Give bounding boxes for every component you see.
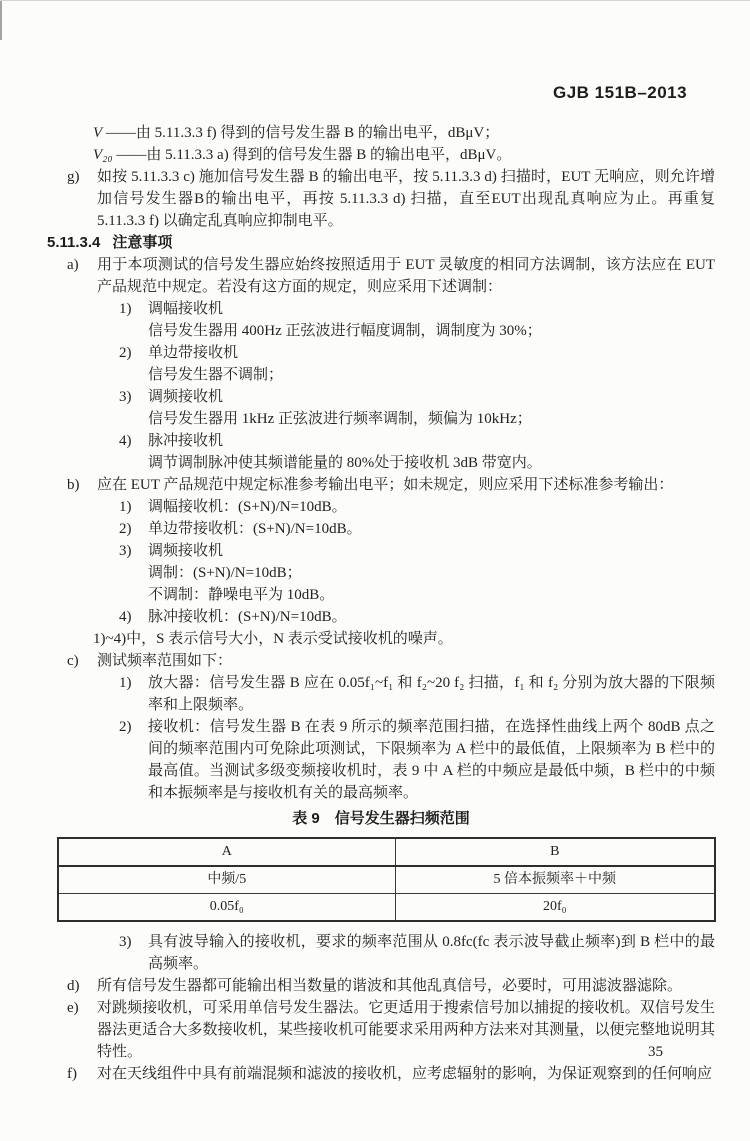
sub-item-marker: 1) (119, 499, 132, 515)
page-content (47, 122, 715, 1085)
table-cell: 5 倍本振频率＋中频 (395, 866, 715, 894)
sub-item-a1-detail: 信号发生器用 400Hz 正弦波进行幅度调制，调制度为 30%； (148, 323, 542, 339)
sub-item-a2 (47, 342, 715, 364)
sub-item-marker: 2) (119, 719, 132, 735)
sub-item-text: 单边带接收机：(S+N)/N=10dB。 (148, 521, 362, 537)
definition-line-v (47, 122, 715, 144)
sub-item-b3-detail-1: 调制：(S+N)/N=10dB； (148, 565, 302, 581)
doc-number-header: GJB 151B–2013 (553, 83, 688, 102)
list-item-d (47, 975, 715, 997)
sub-item-title: 调幅接收机 (148, 301, 224, 317)
sub-item-marker: 2) (119, 345, 132, 361)
sub-item-text: 具有波导输入的接收机，要求的频率范围从 0.8fc(fc 表示波导截止频率)到 B 栏中的最高频率。 (148, 934, 715, 972)
sub-item-a4 (47, 430, 715, 452)
list-item-g-text: 如按 5.11.3.3 c) 施加信号发生器 B 的输出电平，按 5.11.3.3 d) 扫描时，EUT 无响应，则允许增加信号发生器B的输出电平，再按 5.11.3.3 d) 扫描，直至EUT出现乱真响应为止。再重复 5.11.3.3 f) 以确定乱真响应抑制电平。 (97, 169, 715, 229)
table-caption: 表 9 信号发生器扫频范围 (292, 810, 470, 827)
sub-item-title: 脉冲接收机 (148, 433, 224, 449)
variable-v20: V₂₀ (93, 147, 113, 163)
list-item-f (47, 1063, 715, 1085)
sub-item-text: 脉冲接收机：(S+N)/N=10dB。 (148, 609, 347, 625)
sub-item-c3 (47, 931, 715, 975)
list-item-f-text: 对在天线组件中具有前端混频和滤波的接收机，应考虑辐射的影响，为保证观察到的任何响应 (97, 1066, 713, 1082)
list-marker-e: e) (67, 1000, 79, 1016)
list-marker-c: c) (67, 653, 79, 669)
sub-item-c2 (47, 716, 715, 804)
list-item-b (47, 474, 715, 496)
sub-item-text: 调频接收机 (148, 543, 224, 559)
sub-item-marker: 4) (119, 609, 132, 625)
sub-item-marker: 3) (119, 934, 132, 950)
list-item-b-note: 1)~4)中，S 表示信号大小，N 表示受试接收机的噪声。 (93, 631, 453, 647)
definition-text: ——由 5.11.3.3 a) 得到的信号发生器 B 的输出电平，dBμV。 (112, 147, 512, 163)
sub-item-marker: 4) (119, 433, 132, 449)
section-title: 注意事项 (112, 234, 173, 251)
sub-item-marker: 3) (119, 543, 132, 559)
sub-item-c1 (47, 672, 715, 716)
sub-item-a2-detail: 信号发生器不调制； (148, 367, 284, 383)
section-heading (47, 232, 715, 254)
list-item-e-text: 对跳频接收机，可采用单信号发生器法。它更适用于搜索信号加以捕捉的接收机。双信号发生器法更适合大多数接收机，某些接收机可能要求采用两种方法来对其测量，以便完整地说明其特性。 (97, 1000, 715, 1060)
sub-item-title: 调频接收机 (148, 389, 224, 405)
sub-item-a1 (47, 298, 715, 320)
page-number: 35 (648, 1044, 663, 1060)
list-item-a-text: 用于本项测试的信号发生器应始终按照适用于 EUT 灵敏度的相同方法调制，该方法应在 EUT 产品规范中规定。若没有这方面的规定，则应采用下述调制： (97, 257, 715, 295)
sub-item-marker: 1) (119, 301, 132, 317)
table-9 (57, 837, 716, 922)
table-row (58, 894, 715, 922)
sub-item-b3 (47, 540, 715, 562)
table-header-cell-b: B (395, 838, 715, 866)
list-item-g (47, 166, 715, 232)
list-marker-a: a) (67, 257, 79, 273)
list-item-a (47, 254, 715, 298)
sub-item-a3-detail: 信号发生器用 1kHz 正弦波进行频率调制，频偏为 10kHz； (148, 411, 532, 427)
sub-item-marker: 2) (119, 521, 132, 537)
sub-item-b4 (47, 606, 715, 628)
table-cell: 20f₀ (395, 894, 715, 922)
table-cell: 0.05f₀ (58, 894, 395, 922)
sub-item-marker: 1) (119, 675, 132, 691)
table-row (58, 866, 715, 894)
table-header-cell-a: A (58, 838, 395, 866)
sub-item-marker: 3) (119, 389, 132, 405)
list-marker-f: f) (67, 1066, 77, 1082)
sub-item-text: 调幅接收机：(S+N)/N=10dB。 (148, 499, 347, 515)
list-item-b-text: 应在 EUT 产品规范中规定标准参考输出电平；如未规定，则应采用下述标准参考输出： (97, 477, 674, 493)
list-marker-b: b) (67, 477, 80, 493)
sub-item-text: 接收机：信号发生器 B 在表 9 所示的频率范围扫描，在选择性曲线上两个 80dB 点之间的频率范围内可免除此项测试，下限频率为 A 栏中的最低值，上限频率为 B 栏中的最高值。当测试多级变频接收机时，表 9 中 A 栏的中频应是最低中频，B 栏中的中频和本振频率是与接收机有关的最高频率。 (148, 719, 715, 801)
sub-item-b2 (47, 518, 715, 540)
variable-v: V (93, 125, 103, 141)
sub-item-title: 单边带接收机 (148, 345, 239, 361)
list-item-d-text: 所有信号发生器都可能输出相当数量的谐波和其他乱真信号，必要时，可用滤波器滤除。 (97, 978, 683, 994)
section-number: 5.11.3.4 (47, 234, 101, 251)
sub-item-b1 (47, 496, 715, 518)
definition-line-v20 (47, 144, 715, 166)
list-marker-g: g) (67, 169, 80, 185)
sub-item-text: 放大器：信号发生器 B 应在 0.05f₁~f₁ 和 f₂~20 f₂ 扫描，f₁ 和 f₂ 分别为放大器的下限频率和上限频率。 (148, 675, 715, 713)
list-marker-d: d) (67, 978, 80, 994)
sub-item-a4-detail: 调节调制脉冲使其频谱能量的 80%处于接收机 3dB 带宽内。 (148, 455, 542, 471)
sub-item-b3-detail-2: 不调制：静噪电平为 10dB。 (148, 587, 335, 603)
list-item-e (47, 997, 715, 1063)
definition-text: ——由 5.11.3.3 f) 得到的信号发生器 B 的输出电平，dBμV； (102, 125, 500, 141)
table-header-row (58, 838, 715, 866)
sub-item-a3 (47, 386, 715, 408)
table-cell: 中频/5 (58, 866, 395, 894)
list-item-c-text: 测试频率范围如下： (97, 653, 233, 669)
list-item-c (47, 650, 715, 672)
